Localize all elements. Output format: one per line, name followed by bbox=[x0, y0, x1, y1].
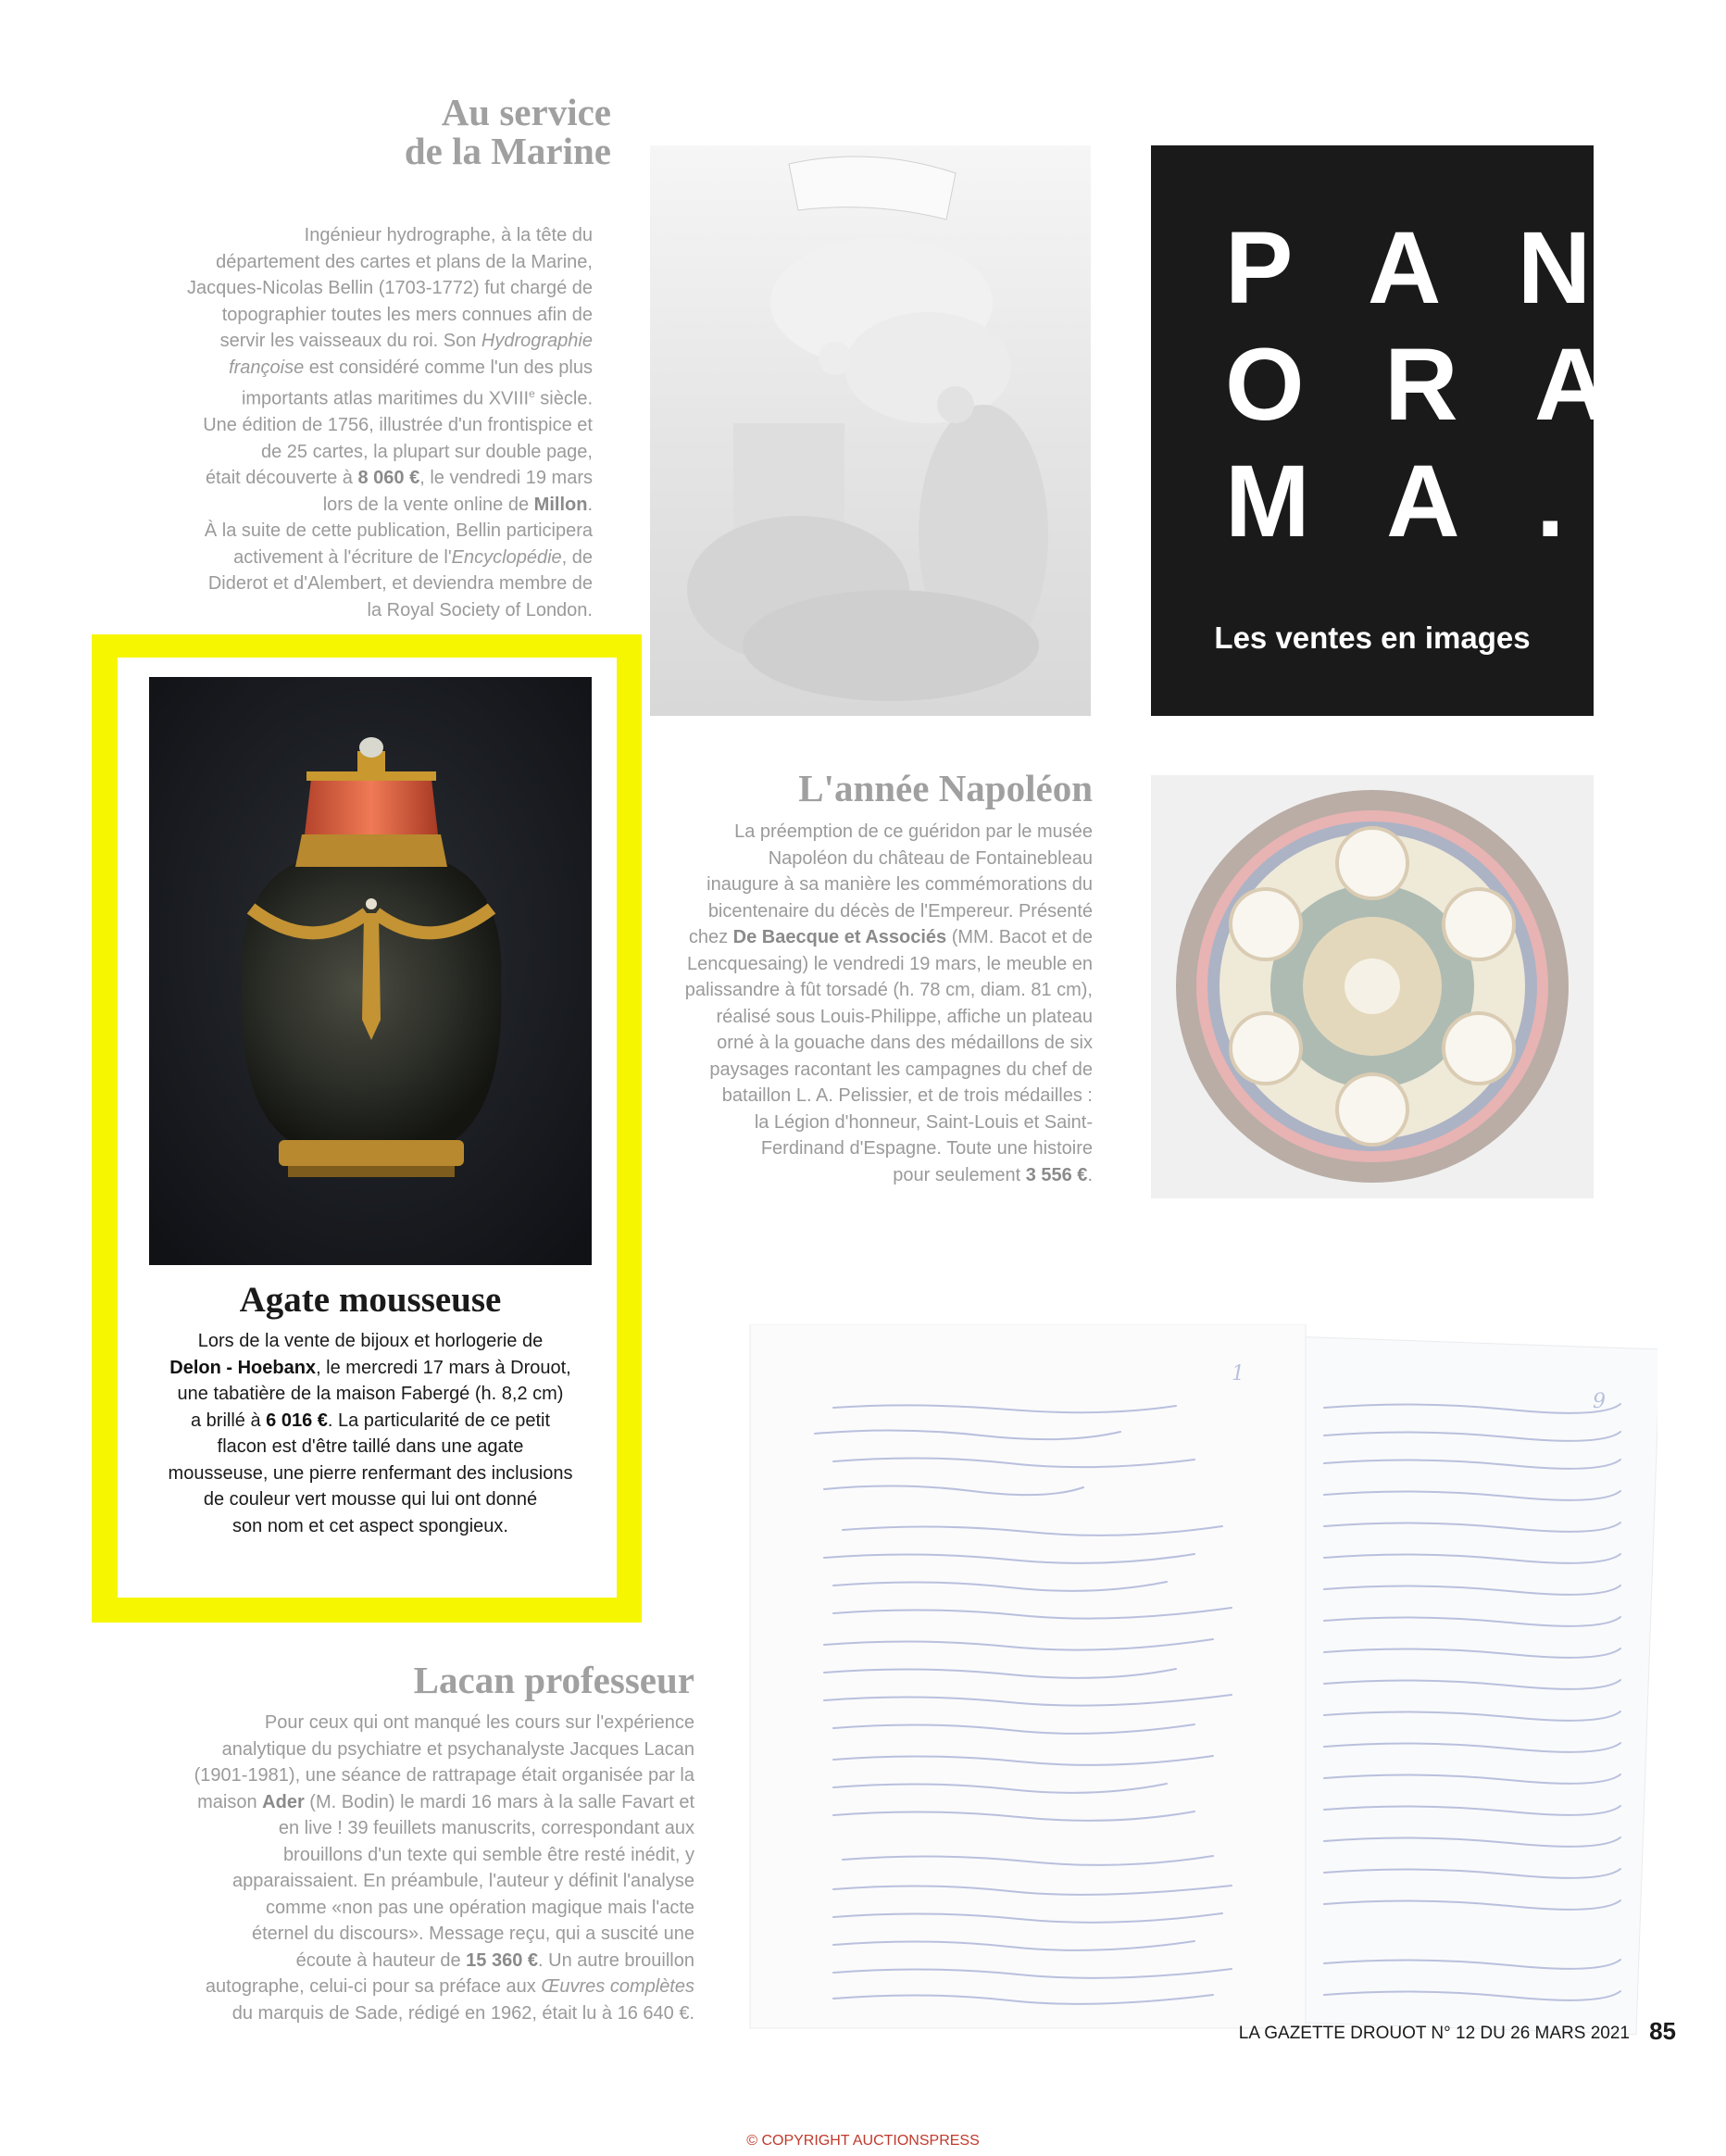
lacan-title: Lacan professeur bbox=[413, 1659, 694, 1701]
text-line: réalisé sous Louis-Philippe, affiche un plateau bbox=[716, 1006, 1093, 1027]
text-line: À la suite de cette publication, Bellin participera bbox=[204, 520, 593, 542]
text-line: de 25 cartes, la plupart sur double page, bbox=[260, 441, 593, 462]
panorama-section-banner bbox=[1151, 145, 1634, 716]
text-line: importants atlas maritimes du XVIIIe siècle. bbox=[241, 387, 593, 409]
auction-house: Delon - Hoebanx bbox=[169, 1357, 317, 1378]
agate-title: Agate mousseuse bbox=[239, 1280, 502, 1320]
text-line: inaugure à sa manière les commémorations du bbox=[707, 874, 1093, 895]
text-line: brouillons d'un texte qui semble être resté inédit, y bbox=[282, 1844, 694, 1865]
agate-article-text bbox=[139, 1328, 602, 1539]
auction-house: De Baecque et Associés bbox=[732, 927, 947, 947]
text-line: Napoléon du château de Fontainebleau bbox=[768, 847, 1093, 869]
text-line: autographe, celui-ci pour sa préface aux Œuvres complètes bbox=[205, 1976, 694, 1997]
gueridon-table-top-image bbox=[1151, 775, 1594, 1198]
marine-article-text bbox=[139, 222, 593, 623]
auction-house: Ader bbox=[262, 1791, 305, 1812]
text-line: éternel du discours». Message reçu, qui a suscité une bbox=[251, 1924, 694, 1944]
faberge-snuffbox-image bbox=[149, 677, 592, 1265]
price: 6 016 € bbox=[266, 1410, 328, 1431]
text-line: Diderot et d'Alembert, et deviendra membre de bbox=[207, 573, 593, 595]
panorama-line: P A N bbox=[1225, 211, 1618, 325]
text-line: de couleur vert mousse qui lui ont donné bbox=[203, 1489, 538, 1510]
price: 8 060 € bbox=[357, 468, 420, 489]
panorama-line: M A . bbox=[1225, 445, 1591, 558]
marine-title-line2: de la Marine bbox=[404, 130, 611, 172]
text-line: comme «non pas une opération magique mais l'acte bbox=[266, 1897, 694, 1918]
price: 3 556 € bbox=[1025, 1164, 1088, 1185]
marine-title bbox=[278, 93, 611, 170]
panorama-line: O R A bbox=[1225, 328, 1634, 442]
text-line: mousseuse, une pierre renfermant des inclusions bbox=[168, 1462, 573, 1484]
manuscript-page-number: 9 bbox=[1593, 1390, 1606, 1413]
text-line: topographier toutes les mers connues afin de bbox=[221, 304, 593, 325]
text-line: a brillé à 6 016 €. La particularité de ce petit bbox=[190, 1410, 551, 1431]
text-line: palissandre à fût torsadé (h. 78 cm, diam. 81 cm), bbox=[684, 980, 1093, 1000]
text-line: en live ! 39 feuillets manuscrits, correspondant aux bbox=[278, 1818, 694, 1838]
panorama-subtitle: Les ventes en images bbox=[1214, 620, 1531, 655]
page-number: 85 bbox=[1649, 2017, 1676, 2045]
text-line: Lors de la vente de bijoux et horlogerie de bbox=[197, 1331, 544, 1351]
auction-house: Millon bbox=[533, 494, 588, 515]
text-line: Lencquesaing) le vendredi 19 mars, le meuble en bbox=[686, 953, 1093, 974]
text-line: flacon est d'être taillé dans une agate bbox=[217, 1436, 524, 1457]
text-line: apparaissaient. En préambule, l'auteur y définit l'analyse bbox=[231, 1871, 694, 1891]
text-line: Une édition de 1756, illustrée d'un frontispice et bbox=[203, 415, 593, 436]
napoleon-title: L'année Napoléon bbox=[798, 767, 1093, 809]
text-line: département des cartes et plans de la Marine, bbox=[216, 251, 593, 272]
text-line: Pour ceux qui ont manqué les cours sur l'expérience bbox=[264, 1712, 694, 1733]
marine-title-line1: Au service bbox=[441, 91, 611, 133]
text-line: paysages racontant les campagnes du chef de bbox=[709, 1059, 1093, 1080]
text-line: était découverte à 8 060 €, le vendredi 19 mars bbox=[205, 468, 593, 489]
napoleon-article-text bbox=[639, 819, 1093, 1188]
text-line: bicentenaire du décès de l'Empereur. Présenté bbox=[707, 900, 1093, 921]
text-line: pour seulement 3 556 €. bbox=[893, 1164, 1093, 1185]
text-line: du marquis de Sade, rédigé en 1962, était lu à 16 640 €. bbox=[231, 2002, 694, 2024]
price: 15 360 € bbox=[466, 1949, 539, 1971]
manuscript-page-number: 1 bbox=[1232, 1362, 1244, 1385]
text-line: La préemption de ce guéridon par le musée bbox=[734, 821, 1093, 842]
text-line: activement à l'écriture de l'Encyclopédie, de bbox=[233, 546, 593, 568]
publication-footer: LA GAZETTE DROUOT N° 12 DU 26 MARS 2021 bbox=[1238, 2024, 1630, 2043]
text-line: analytique du psychiatre et psychanalyste Jacques Lacan bbox=[221, 1738, 694, 1760]
text-line: la Légion d'honneur, Saint-Louis et Saint- bbox=[754, 1111, 1093, 1133]
text-line: Ferdinand d'Espagne. Toute une histoire bbox=[760, 1138, 1093, 1159]
copyright-notice: © COPYRIGHT AUCTIONSPRESS bbox=[746, 2133, 980, 2149]
panorama-title bbox=[1225, 210, 1633, 560]
text-line: (1901-1981), une séance de rattrapage était organisée par la bbox=[194, 1765, 694, 1786]
text-line: Delon - Hoebanx, le mercredi 17 mars à Drouot, bbox=[169, 1357, 571, 1378]
frontispiece-engraving-image bbox=[650, 145, 1091, 716]
text-line: son nom et cet aspect spongieux. bbox=[232, 1515, 508, 1536]
lacan-manuscript-image bbox=[732, 1324, 1657, 2056]
text-line: maison Ader (M. Bodin) le mardi 16 mars à la salle Favart et bbox=[197, 1791, 694, 1812]
text-line: chez De Baecque et Associés (MM. Bacot et de bbox=[688, 927, 1093, 947]
text-line: lors de la vente online de Millon. bbox=[322, 494, 593, 515]
text-line: écoute à hauteur de 15 360 €. Un autre brouillon bbox=[295, 1949, 694, 1971]
text-line: la Royal Society of London. bbox=[367, 599, 593, 620]
text-line: orné à la gouache dans des médaillons de six bbox=[717, 1033, 1093, 1053]
text-line: servir les vaisseaux du roi. Son Hydrographie bbox=[219, 331, 593, 351]
text-line: françoise est considéré comme l'un des plus bbox=[229, 357, 593, 378]
text-line: une tabatière de la maison Fabergé (h. 8,2 cm) bbox=[177, 1384, 564, 1404]
lacan-article-text bbox=[139, 1710, 694, 2026]
text-line: Jacques-Nicolas Bellin (1703-1772) fut chargé de bbox=[186, 278, 593, 298]
text-line: Ingénieur hydrographe, à la tête du bbox=[304, 225, 593, 245]
text-line: bataillon L. A. Pelissier, et de trois médailles : bbox=[721, 1085, 1093, 1106]
